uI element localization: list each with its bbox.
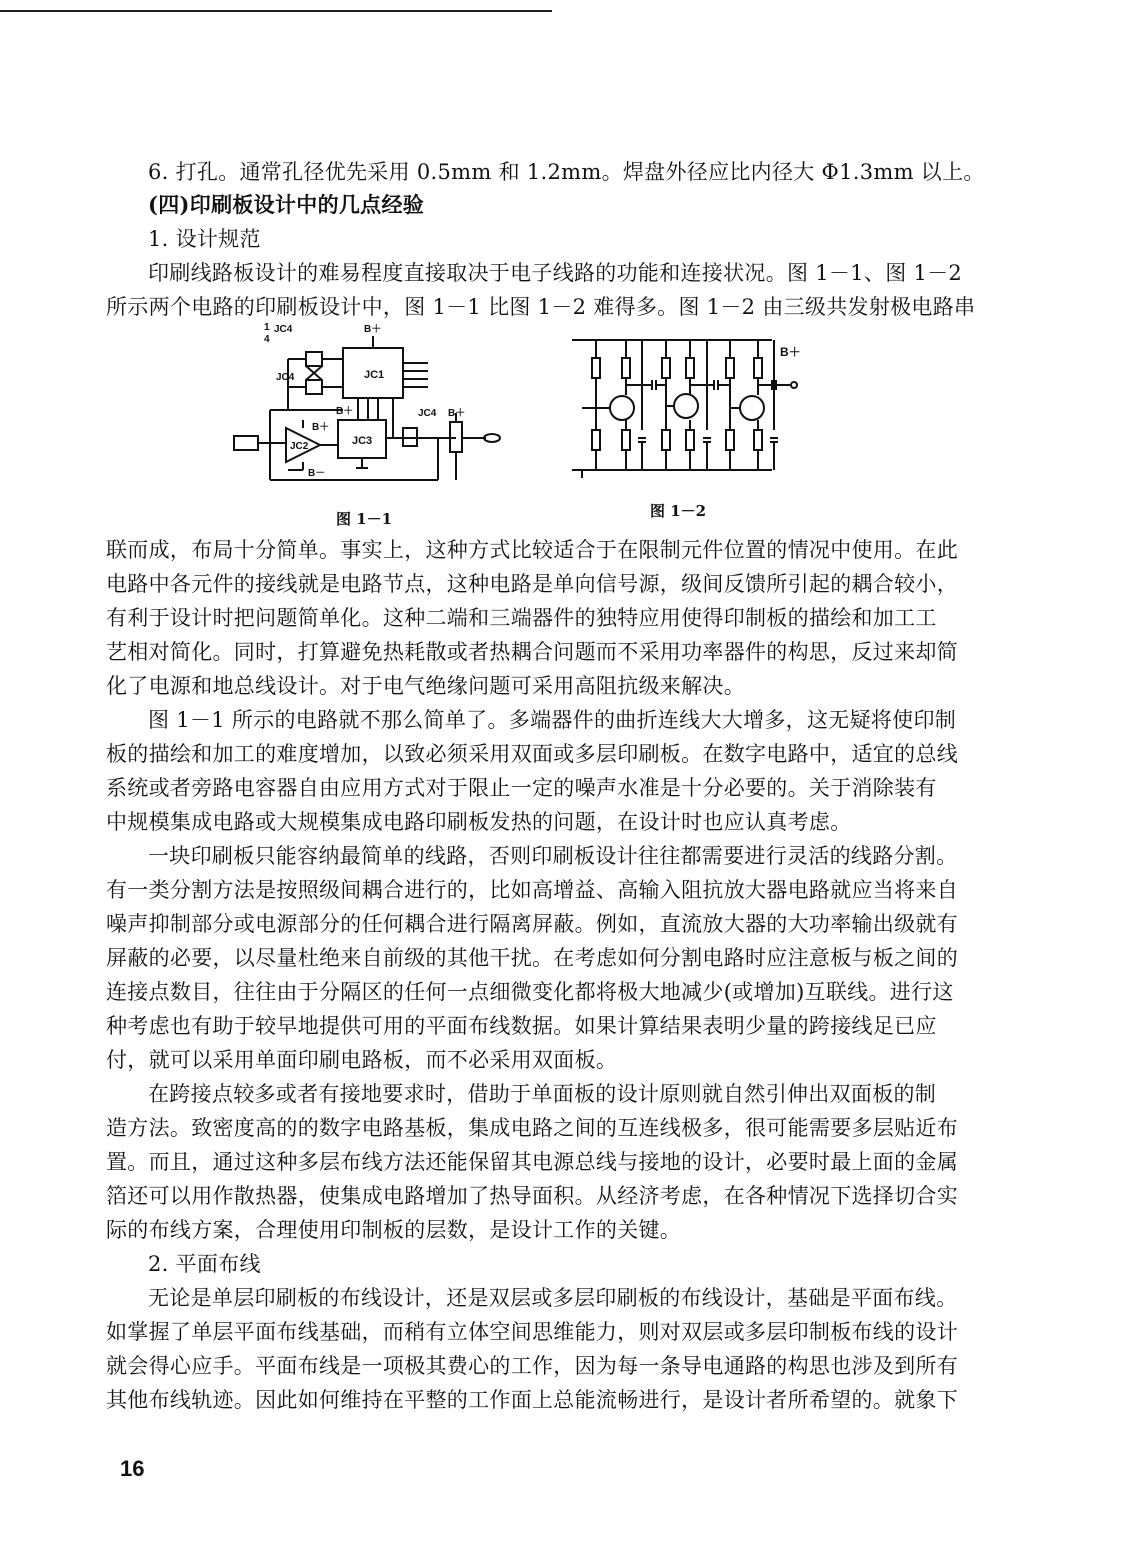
text-line: 图 1－1 所示的电路就不那么简单了。多端器件的曲折连线大大增多，这无疑将使印制 (148, 708, 957, 732)
text-line: 有利于设计时把问题简单化。这种二端和三端器件的独特应用使得印制板的描绘和加工工 (106, 606, 937, 630)
fig1-bplus-top: B＋ (364, 324, 382, 335)
text-line: 6. 打孔。通常孔径优先采用 0.5mm 和 1.2mm。焊盘外径应比内径大 Φ1.3mm 以上。 (148, 160, 985, 184)
text-line: 化了电源和地总线设计。对于电气绝缘问题可采用高阻抗级来解决。 (106, 674, 745, 698)
page-number: 16 (120, 1456, 145, 1481)
text-line: 印刷线路板设计的难易程度直接取决于电子线路的功能和连接状况。图 1－1、图 1－2 (148, 261, 963, 285)
text-line: 际的布线方案，合理使用印制板的层数，是设计工作的关键。 (106, 1218, 682, 1242)
text-line: 如掌握了单层平面布线基础，而稍有立体空间思维能力，则对双层或多层印制板布线的设计 (106, 1320, 958, 1344)
fig1-jc2-label: JC2 (290, 441, 309, 452)
figure-1-2-caption: 图 1－2 (650, 502, 707, 520)
fig2-bplus-label: B＋ (780, 345, 801, 359)
section-heading: (四)印刷板设计中的几点经验 (148, 192, 425, 217)
text-line: 屏蔽的必要，以尽量杜绝来自前级的其他干扰。在考虑如何分割电路时应注意板与板之间的 (106, 946, 958, 970)
fig1-jc4-label-a: JC4 (274, 324, 293, 335)
text-line: 一块印刷板只能容纳最简单的线路，否则印刷板设计往往都需要进行灵活的线路分割。 (148, 844, 958, 868)
text-line: 所示两个电路的印刷板设计中，图 1－1 比图 1－2 难得多。图 1－2 由三级共发射极电路串 (106, 295, 976, 319)
fig1-jc4-label-c: JC4 (418, 408, 437, 419)
text-line: 箔还可以用作散热器，使集成电路增加了热导面积。从经济考虑，在各种情况下选择切合实 (106, 1184, 958, 1208)
text-line: 付，就可以采用单面印刷电路板，而不必采用双面板。 (106, 1048, 618, 1072)
text-line: 连接点数目，往往由于分隔区的任何一点细微变化都将极大地减少(或增加)互联线。进行这 (106, 980, 954, 1004)
text-line: 置。而且，通过这种多层布线方法还能保留其电源总线与接地的设计，必要时最上面的金属 (106, 1150, 958, 1174)
text-line: 联而成，布局十分简单。事实上，这种方式比较适合于在限制元件位置的情况中使用。在此 (106, 538, 958, 562)
subsection-heading: 1. 设计规范 (148, 227, 261, 251)
fig1-jc1-label: JC1 (364, 369, 385, 381)
text-line: 种考虑也有助于较早地提供可用的平面布线数据。如果计算结果表明少量的跨接线足已应 (106, 1014, 937, 1038)
text-line: 其他布线轨迹。因此如何维持在平整的工作面上总能流畅进行，是设计者所希望的。就象下 (106, 1388, 958, 1412)
fig1-bplus-left: B＋ (312, 422, 330, 433)
text-line: 无论是单层印刷板的布线设计，还是双层或多层印刷板的布线设计，基础是平面布线。 (148, 1286, 958, 1310)
figure-1-1-circuit (228, 318, 528, 493)
text-line: 电路中各元件的接线就是电路节点，这种电路是单向信号源，级间反馈所引起的耦合较小， (106, 572, 958, 596)
fig1-jc4-label-b: JC4 (276, 372, 295, 383)
text-line: 造方法。致密度高的的数字电路基板，集成电路之间的互连线极多，很可能需要多层贴近布 (106, 1116, 958, 1140)
fig1-bplus-mid: B＋ (336, 406, 354, 417)
fig1-frac-den: 4 (264, 334, 270, 345)
text-line: 噪声抑制部分或电源部分的任何耦合进行隔离屏蔽。例如，直流放大器的大功率输出级就有 (106, 912, 958, 936)
top-rule (0, 10, 552, 12)
text-line: 艺相对简化。同时，打算避免热耗散或者热耦合问题而不采用功率器件的构思，反过来却简 (106, 640, 958, 664)
text-line: 系统或者旁路电容器自由应用方式对于限止一定的噪声水准是十分必要的。关于消除装有 (106, 776, 937, 800)
figure-1-1-caption: 图 1－1 (336, 510, 393, 528)
text-line: 中规模集成电路或大规模集成电路印刷板发热的问题，在设计时也应认真考虑。 (106, 810, 852, 834)
fig1-bplus-right: B＋ (448, 408, 466, 419)
text-line: 有一类分割方法是按照级间耦合进行的，比如高增益、高输入阻抗放大器电路就应当将来自 (106, 878, 958, 902)
text-line: 就会得心应手。平面布线是一项极其费心的工作，因为每一条导电通路的构思也涉及到所有 (106, 1354, 958, 1378)
fig1-frac-num: 1 (264, 322, 270, 333)
fig1-bminus: B－ (308, 468, 326, 479)
text-line: 板的描绘和加工的难度增加，以致必须采用双面或多层印刷板。在数字电路中，适宜的总线 (106, 742, 958, 766)
subsection-heading: 2. 平面布线 (148, 1252, 261, 1276)
figure-1-2-circuit (562, 330, 812, 480)
fig1-jc3-label: JC3 (352, 435, 373, 447)
text-line: 在跨接点较多或者有接地要求时，借助于单面板的设计原则就自然引伸出双面板的制 (148, 1082, 937, 1106)
